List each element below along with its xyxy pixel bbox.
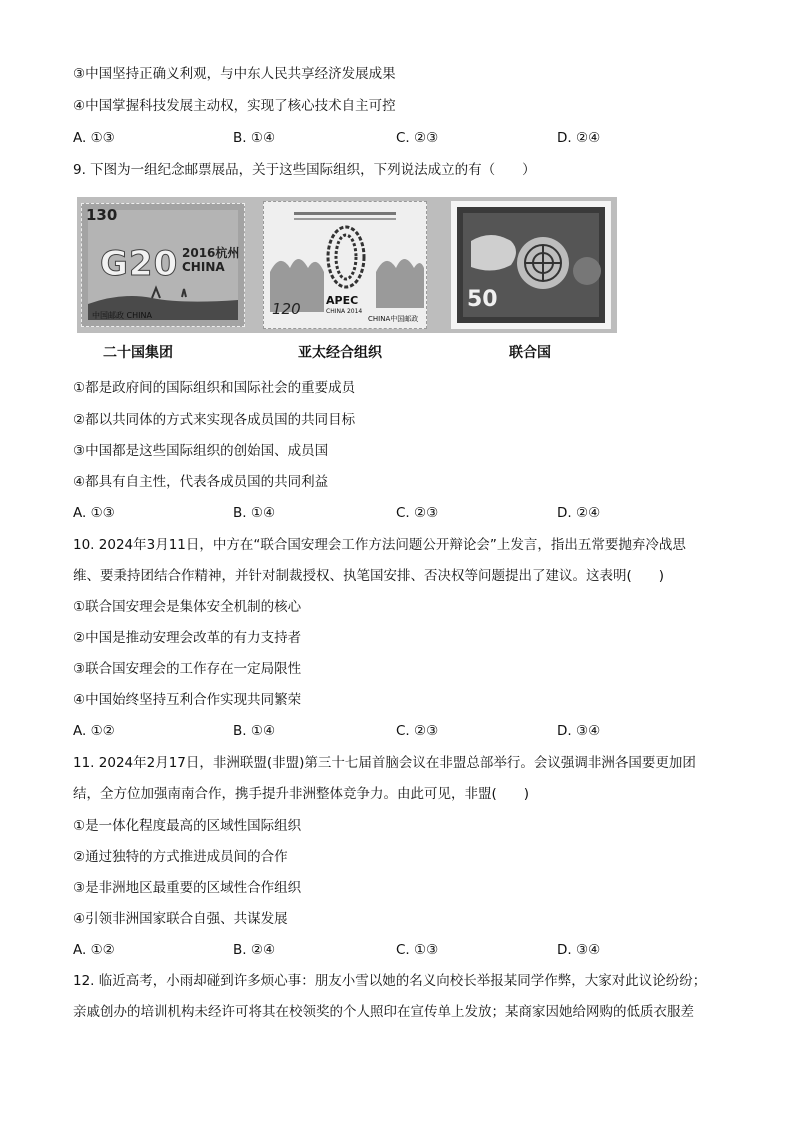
statement: ②通过独特的方式推进成员间的合作 — [73, 849, 288, 865]
option-b: B. ②④ — [233, 942, 276, 958]
stamp-un — [451, 201, 611, 329]
option-b: B. ①④ — [233, 130, 276, 146]
stamp-country: CHINA — [182, 260, 225, 274]
stamp-footer: 中国邮政 CHINA — [92, 311, 152, 320]
stamp-photo — [77, 197, 617, 333]
stamp-apec — [263, 201, 427, 329]
statement: ①是一体化程度最高的区域性国际组织 — [73, 818, 302, 834]
question-stem: 维、要秉持团结合作精神，并针对制裁授权、执笔国安排、否决权等问题提出了建议。这表明( ) — [73, 568, 665, 584]
statement: ①都是政府间的国际组织和国际社会的重要成员 — [73, 380, 356, 396]
caption-g20: 二十国集团 — [103, 345, 173, 361]
stamp-subtitle: CHINA 2014 — [326, 308, 363, 315]
question-stem: 亲戚创办的培训机构未经许可将其在校领奖的个人照印在宣传单上发放；某商家因她给网购的低质衣服差 — [73, 1004, 694, 1020]
stamp-g20-logo: G20 — [100, 244, 179, 284]
stamp-footer: CHINA中国邮政 — [368, 315, 419, 323]
option-c: C. ②③ — [396, 505, 439, 521]
option-c: C. ②③ — [396, 130, 439, 146]
option-a: A. ①③ — [73, 130, 115, 146]
question-stem: 10. 2024年3月11日，中方在“联合国安理会工作方法问题公开辩论会”上发言，指出五常要抛弃冷战思 — [73, 537, 686, 553]
option-b: B. ①④ — [233, 505, 276, 521]
question-stem: 11. 2024年2月17日，非洲联盟(非盟)第三十七届首脑会议在非盟总部举行。会议强调非洲各国要更加团 — [73, 755, 696, 771]
option-d: D. ②④ — [557, 505, 601, 521]
option-b: B. ①④ — [233, 723, 276, 739]
option-a: A. ①② — [73, 942, 115, 958]
option-a: A. ①② — [73, 723, 115, 739]
stamp-apec-logo: APEC — [326, 294, 359, 307]
statement: ③是非洲地区最重要的区域性合作组织 — [73, 880, 302, 896]
question-stem: 12. 临近高考，小雨却碰到许多烦心事：朋友小雪以她的名义向校长举报某同学作弊，大家对此议论纷纷； — [73, 973, 707, 989]
statement: ③中国都是这些国际组织的创始国、成员国 — [73, 443, 329, 459]
option-d: D. ②④ — [557, 130, 601, 146]
caption-un: 联合国 — [509, 345, 551, 361]
statement: ④中国掌握科技发展主动权，实现了核心技术自主可控 — [73, 98, 396, 114]
option-d: D. ③④ — [557, 723, 601, 739]
option-a: A. ①③ — [73, 505, 115, 521]
statement: ③联合国安理会的工作存在一定局限性 — [73, 661, 302, 677]
statement: ②中国是推动安理会改革的有力支持者 — [73, 630, 302, 646]
statement: ③中国坚持正确义利观，与中东人民共享经济发展成果 — [73, 66, 396, 82]
option-d: D. ③④ — [557, 942, 601, 958]
statement: ①联合国安理会是集体安全机制的核心 — [73, 599, 302, 615]
question-stem: 9. 下图为一组纪念邮票展品，关于这些国际组织，下列说法成立的有（ ） — [73, 162, 536, 178]
statement: ④都具有自主性，代表各成员国的共同利益 — [73, 474, 329, 490]
option-c: C. ②③ — [396, 723, 439, 739]
stamp-value: 50 — [467, 287, 498, 312]
question-stem: 结，全方位加强南南合作，携手提升非洲整体竞争力。由此可见，非盟( ) — [73, 786, 530, 802]
stamp-value: 130 — [86, 206, 118, 224]
caption-apec: 亚太经合组织 — [298, 345, 382, 361]
statement: ②都以共同体的方式来实现各成员国的共同目标 — [73, 412, 356, 428]
stamp-year: 2016杭州 — [182, 246, 240, 260]
stamp-value: 120 — [272, 300, 301, 318]
statement: ④引领非洲国家联合自强、共谋发展 — [73, 911, 288, 927]
option-c: C. ①③ — [396, 942, 439, 958]
statement: ④中国始终坚持互利合作实现共同繁荣 — [73, 692, 302, 708]
stamp-g20 — [81, 203, 245, 327]
